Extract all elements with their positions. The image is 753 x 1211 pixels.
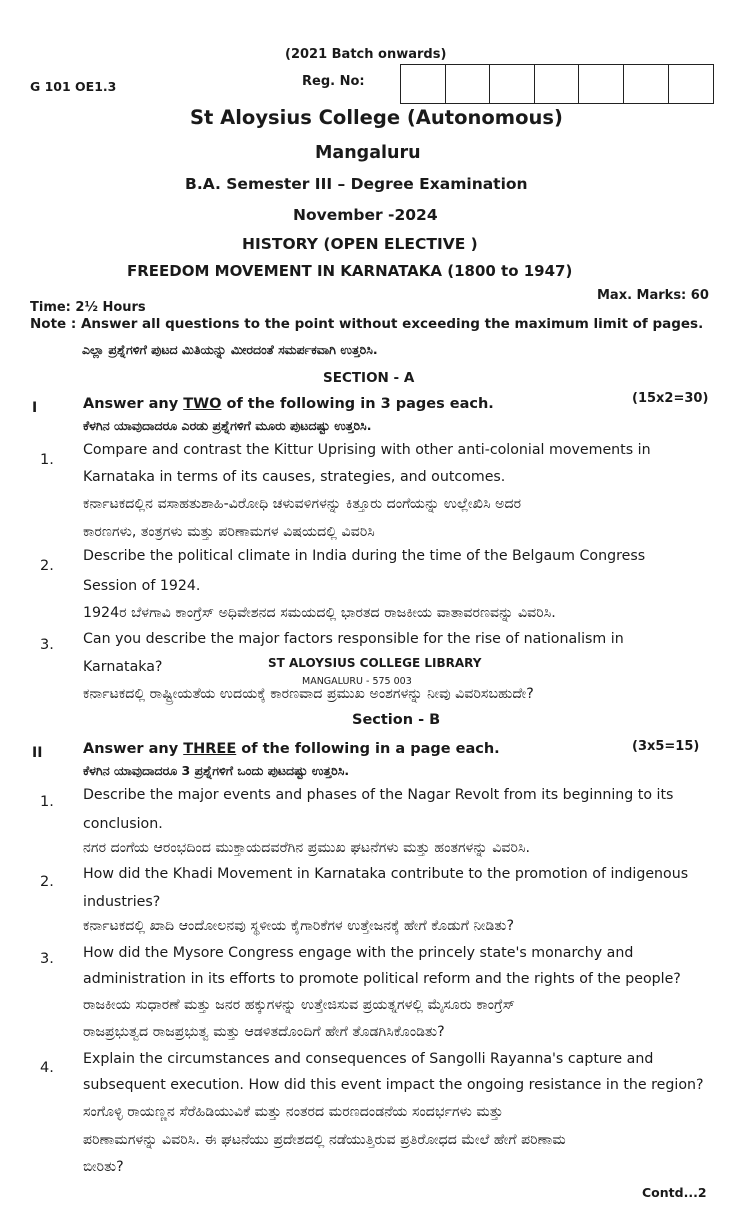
reg-no-boxes xyxy=(400,64,714,104)
section-b-roman: II xyxy=(32,745,43,761)
question-text: subsequent execution. How did this event impact the ongoing resistance in the region? xyxy=(83,1077,704,1093)
question-text-kannada: ಕರ್ನಾಟಕದಲ್ಲಿನ ವಸಾಹತುಶಾಹಿ-ವಿರೋಧಿ ಚಳುವಳಿಗಳನ್ನು ಕಿತ್ತೂರು ದಂಗೆಯನ್ನು ಉಲ್ಲೇಖಿಸಿ ಅದರ xyxy=(83,496,522,512)
reg-box xyxy=(624,65,669,103)
college-city: Mangaluru xyxy=(315,143,421,163)
section-a-marks: (15x2=30) xyxy=(632,391,709,406)
section-a-roman: I xyxy=(32,400,38,416)
question-text: Karnataka? xyxy=(83,659,163,675)
question-text: How did the Khadi Movement in Karnataka contribute to the promotion of indigenous xyxy=(83,866,689,882)
section-b-instruction-kannada: ಕೆಳಗಿನ ಯಾವುದಾದರೂ 3 ಪ್ರಶ್ನೆಗಳಿಗೆ ಒಂದು ಪುಟದಷ್ಟು ಉತ್ತರಿಸಿ. xyxy=(83,763,350,778)
question-text: How did the Mysore Congress engage with the princely state's monarchy and xyxy=(83,945,634,961)
question-text: conclusion. xyxy=(83,816,163,832)
college-name: St Aloysius College (Autonomous) xyxy=(190,106,563,129)
question-number: 3. xyxy=(40,637,54,653)
section-a-instruction: Answer any TWO of the following in 3 pages each. xyxy=(83,396,494,412)
max-marks: Max. Marks: 60 xyxy=(597,288,709,303)
reg-box xyxy=(446,65,491,103)
question-text: Can you describe the major factors responsible for the rise of nationalism in xyxy=(83,631,624,647)
instructions-note: Note : Answer all questions to the point without exceeding the maximum limit of pages. xyxy=(30,316,704,332)
continued-note: Contd...2 xyxy=(642,1185,707,1200)
section-b-heading: Section - B xyxy=(352,712,441,728)
section-a-heading: SECTION - A xyxy=(323,370,415,386)
paper-code: G 101 OE1.3 xyxy=(30,79,117,94)
exam-month: November -2024 xyxy=(293,206,438,224)
question-number: 4. xyxy=(40,1060,54,1076)
question-number: 3. xyxy=(40,951,54,967)
question-text: Compare and contrast the Kittur Uprising with other anti-colonial movements in xyxy=(83,442,651,458)
question-text-kannada: ಕರ್ನಾಟಕದಲ್ಲಿ ಖಾದಿ ಆಂದೋಲನವು ಸ್ಥಳೀಯ ಕೈಗಾರಿಕೆಗಳ ಉತ್ತೇಜನಕ್ಕೆ ಹೇಗೆ ಕೊಡುಗೆ ನೀಡಿತು? xyxy=(83,918,514,934)
section-a-instruction-kannada: ಕೆಳಗಿನ ಯಾವುದಾದರೂ ಎರಡು ಪ್ರಶ್ನೆಗಳಿಗೆ ಮೂರು ಪುಟದಷ್ಟು ಉತ್ತರಿಸಿ. xyxy=(83,418,372,433)
question-text: industries? xyxy=(83,894,161,910)
batch-note: (2021 Batch onwards) xyxy=(285,47,447,62)
question-text: Explain the circumstances and consequences of Sangolli Rayanna's capture and xyxy=(83,1051,654,1067)
reg-box xyxy=(535,65,580,103)
question-text: Session of 1924. xyxy=(83,578,201,594)
time-allowed: Time: 2½ Hours xyxy=(30,300,146,315)
library-stamp-address: MANGALURU - 575 003 xyxy=(302,676,412,687)
question-number: 1. xyxy=(40,452,54,468)
question-text-kannada: ಕರ್ನಾಟಕದಲ್ಲಿ ರಾಷ್ಟ್ರೀಯತೆಯ ಉದಯಕ್ಕೆ ಕಾರಣವಾದ ಪ್ರಮುಖ ಅಂಶಗಳನ್ನು ನೀವು ವಿವರಿಸಬಹುದೇ? xyxy=(83,686,534,702)
question-text-kannada: ರಾಜಕೀಯ ಸುಧಾರಣೆ ಮತ್ತು ಜನರ ಹಕ್ಕುಗಳನ್ನು ಉತ್ತೇಜಿಸುವ ಪ್ರಯತ್ನಗಳಲ್ಲಿ ಮೈಸೂರು ಕಾಂಗ್ರೆಸ್ xyxy=(83,997,515,1013)
reg-box xyxy=(579,65,624,103)
paper-title: FREEDOM MOVEMENT IN KARNATAKA (1800 to 1947) xyxy=(127,262,573,280)
question-text: Describe the political climate in India during the time of the Belgaum Congress xyxy=(83,548,646,564)
question-text-kannada: 1924ರ ಬೆಳಗಾವಿ ಕಾಂಗ್ರೆಸ್ ಅಧಿವೇಶನದ ಸಮಯದಲ್ಲಿ ಭಾರತದ ರಾಜಕೀಯ ವಾತಾವರಣವನ್ನು ವಿವರಿಸಿ. xyxy=(83,605,556,621)
question-text-kannada: ಬೀರಿತು? xyxy=(83,1159,124,1175)
subject-title: HISTORY (OPEN ELECTIVE ) xyxy=(242,235,478,253)
question-text-kannada: ಕಾರಣಗಳು, ತಂತ್ರಗಳು ಮತ್ತು ಪರಿಣಾಮಗಳ ವಿಷಯದಲ್ಲಿ ವಿವರಿಸಿ xyxy=(83,524,375,540)
library-stamp: ST ALOYSIUS COLLEGE LIBRARY xyxy=(268,656,482,670)
question-number: 1. xyxy=(40,794,54,810)
reg-no-label: Reg. No: xyxy=(302,74,365,89)
section-b-instruction: Answer any THREE of the following in a page each. xyxy=(83,741,500,757)
question-text-kannada: ರಾಜಪ್ರಭುತ್ವದ ರಾಜಪ್ರಭುತ್ವ ಮತ್ತು ಆಡಳಿತದೊಂದಿಗೆ ಹೇಗೆ ತೊಡಗಿಸಿಕೊಂಡಿತು? xyxy=(83,1024,445,1040)
section-b-marks: (3x5=15) xyxy=(632,739,700,754)
reg-box xyxy=(401,65,446,103)
question-text: Karnataka in terms of its causes, strategies, and outcomes. xyxy=(83,469,506,485)
reg-box xyxy=(490,65,535,103)
question-text-kannada: ಸಂಗೊಳ್ಳಿ ರಾಯಣ್ಣನ ಸೆರೆಹಿಡಿಯುವಿಕೆ ಮತ್ತು ನಂತರದ ಮರಣದಂಡನೆಯ ಸಂದರ್ಭಗಳು ಮತ್ತು xyxy=(83,1104,504,1120)
question-number: 2. xyxy=(40,874,54,890)
question-text-kannada: ನಗರ ದಂಗೆಯ ಆರಂಭದಿಂದ ಮುಕ್ತಾಯದವರೆಗಿನ ಪ್ರಮುಖ ಘಟನೆಗಳು ಮತ್ತು ಹಂತಗಳನ್ನು ವಿವರಿಸಿ. xyxy=(83,840,531,856)
question-text: administration in its efforts to promote political reform and the rights of the people? xyxy=(83,971,681,987)
question-text: Describe the major events and phases of the Nagar Revolt from its beginning to its xyxy=(83,787,674,803)
exam-name: B.A. Semester III – Degree Examination xyxy=(185,175,528,193)
question-text-kannada: ಪರಿಣಾಮಗಳನ್ನು ವಿವರಿಸಿ. ಈ ಘಟನೆಯು ಪ್ರದೇಶದಲ್ಲಿ ನಡೆಯುತ್ತಿರುವ ಪ್ರತಿರೋಧದ ಮೇಲೆ ಹೇಗೆ ಪರಿಣಾಮ xyxy=(83,1132,566,1148)
instructions-note-kannada: ಎಲ್ಲಾ ಪ್ರಶ್ನೆಗಳಿಗೆ ಪುಟದ ಮಿತಿಯನ್ನು ಮೀರದಂತೆ ಸಮರ್ಪಕವಾಗಿ ಉತ್ತರಿಸಿ. xyxy=(82,342,378,357)
reg-box xyxy=(669,65,714,103)
question-number: 2. xyxy=(40,558,54,574)
